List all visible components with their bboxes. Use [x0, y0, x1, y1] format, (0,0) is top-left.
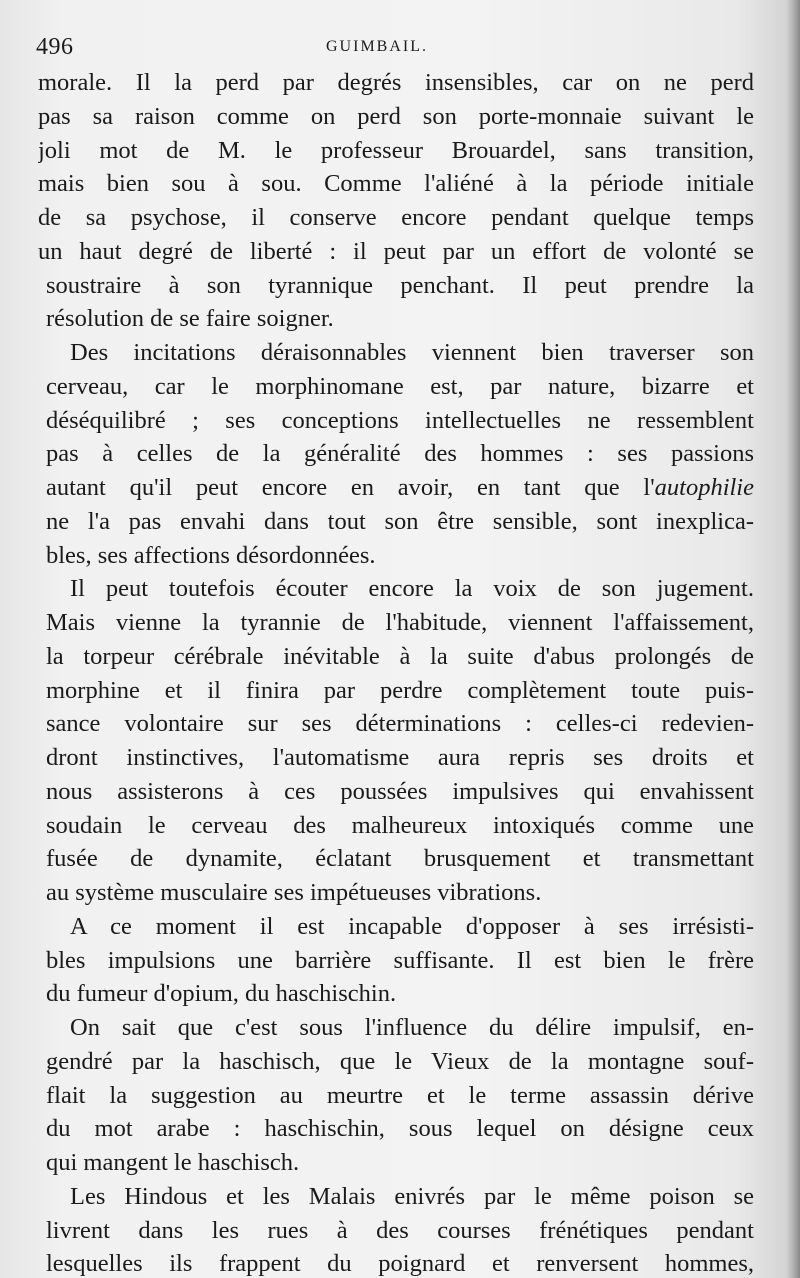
text-line: soustraire à son tyrannique penchant. Il peut prendre la — [46, 271, 754, 299]
text-line: sance volontaire sur ses déterminations : celles-ci redevien- — [46, 710, 754, 738]
text-line: Il peut toutefois écouter encore la voix de son jugement. — [70, 575, 754, 603]
text-line: cerveau, car le morphinomane est, par nature, bizarre et — [46, 372, 754, 400]
text-line: gendré par la haschisch, que le Vieux de la montagne souf- — [46, 1047, 754, 1075]
text-line: morale. Il la perd par degrés insensibles, car on ne perd — [38, 69, 754, 96]
text-line: Les Hindous et les Malais enivrés par le même poison se — [70, 1182, 754, 1210]
text-segment: autant qu'il peut encore en avoir, en tant que l' — [46, 474, 655, 501]
text-line: flait la suggestion au meurtre et le terme assassin dérive — [46, 1081, 754, 1109]
text-line: pas à celles de la généralité des hommes : ses passions — [46, 440, 754, 468]
text-line: lesquelles ils frappent du poignard et renversent hommes, — [46, 1250, 754, 1278]
text-line: pas sa raison comme on perd son porte-monnaie suivant le — [38, 102, 754, 130]
text-line: qui mangent le haschisch. — [46, 1149, 300, 1176]
text-line: Des incitations déraisonnables viennent bien traverser son — [70, 339, 754, 366]
text-line: joli mot de M. le professeur Brouardel, sans transition, — [38, 136, 754, 164]
text-line: morphine et il finira par perdre complètement toute puis- — [46, 676, 754, 704]
text-line: bles impulsions une barrière suffisante. Il est bien le frère — [46, 946, 754, 974]
text-line: soudain le cerveau des malheureux intoxiqués comme une — [46, 811, 754, 839]
text-line: déséquilibré ; ses conceptions intellectuelles ne ressemblent — [46, 406, 754, 434]
text-line — [38, 471, 754, 505]
text-line: livrent dans les rues à des courses frénétiques pendant — [46, 1216, 754, 1244]
text-line: bles, ses affections désordonnées. — [46, 541, 376, 569]
text-line: dront instinctives, l'automatisme aura repris ses droits et — [46, 744, 754, 771]
text-line: mais bien sou à sou. Comme l'aliéné à la période initiale — [38, 170, 754, 198]
text-line: Mais vienne la tyrannie de l'habitude, viennent l'affaissement, — [46, 609, 754, 636]
text-line: au système musculaire ses impétueuses vibrations. — [46, 879, 542, 906]
text-line: un haut degré de liberté : il peut par un effort de volonté se — [38, 237, 754, 265]
running-head: GUIMBAIL. — [326, 38, 428, 55]
page-header — [36, 30, 756, 60]
page-edge-shadow — [786, 0, 800, 1278]
text-line: la torpeur cérébrale inévitable à la suite d'abus prolongés de — [46, 642, 754, 670]
body-text — [38, 66, 754, 1278]
page-number: 496 — [36, 34, 74, 60]
text-line: du fumeur d'opium, du haschischin. — [46, 980, 397, 1008]
italic-term: autophilie — [654, 474, 754, 501]
text-line: résolution de se faire soigner. — [46, 305, 334, 333]
text-line: A ce moment il est incapable d'opposer à ses irrésisti- — [70, 912, 754, 940]
text-line: du mot arabe : haschischin, sous lequel on désigne ceux — [46, 1115, 754, 1143]
text-line: On sait que c'est sous l'influence du délire impulsif, en- — [70, 1014, 754, 1041]
text-line: de sa psychose, il conserve encore pendant quelque temps — [38, 204, 754, 231]
text-line: ne l'a pas envahi dans tout son être sensible, sont inexplica- — [46, 507, 754, 535]
text-line: nous assisterons à ces poussées impulsives qui envahissent — [46, 777, 754, 805]
text-line: fusée de dynamite, éclatant brusquement et transmettant — [46, 845, 754, 873]
